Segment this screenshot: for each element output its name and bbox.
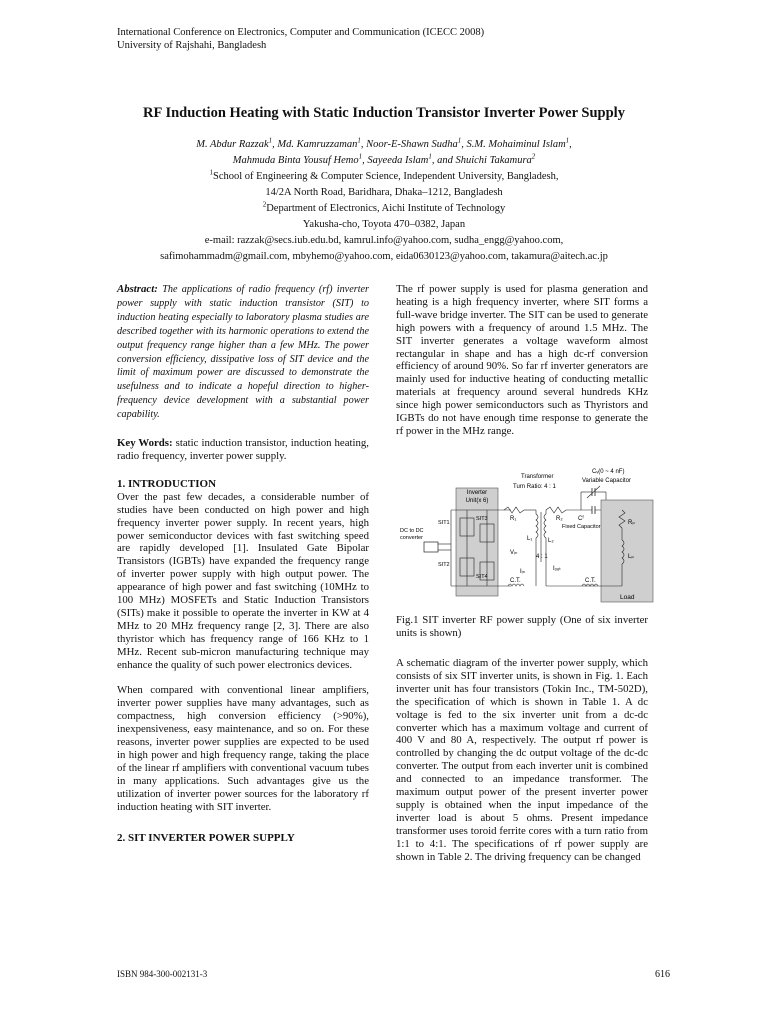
- affiliation-2: $^2$Department of Electronics, Aichi Institute of Technology: [262, 200, 506, 214]
- ratio-label: 4 : 1: [536, 554, 548, 560]
- affiliation-1-address: 14/2A North Road, Baridhara, Dhaka–1212, Bangladesh: [265, 187, 503, 198]
- right-column-bottom: [396, 614, 648, 864]
- email-line-1: e-mail: razzak@secs.iub.edu.bd, kamrul.info@yahoo.com, sudha_engg@yahoo.com,: [204, 235, 564, 246]
- author-block: [0, 137, 768, 265]
- affiliation-2-line-1: Department of Electronics, Aichi Institute of Technology: [266, 203, 506, 214]
- turn-ratio-label: Turn Ratio: 4 : 1: [513, 484, 556, 490]
- fixed-capacitor-label: Fixed Capacitor: [562, 524, 601, 530]
- rp-label: Rₚ: [628, 520, 635, 526]
- sit2-label: SIT2: [438, 562, 450, 568]
- conference-venue: University of Rajshahi, Bangladesh: [117, 40, 267, 51]
- figure-caption: Fig.1 SIT inverter RF power supply (One of six inverter units is shown): [396, 614, 648, 639]
- inductor-l1: [536, 514, 538, 538]
- sit3-label: SIT3: [476, 516, 488, 522]
- dcdc-converter-box: [424, 542, 438, 552]
- author-name: M. Abdur Razzak: [196, 139, 269, 150]
- ct1-label: C.T.: [510, 578, 521, 584]
- right-column-top: [396, 283, 648, 438]
- inverter-unit-label: Inverter: [466, 490, 488, 496]
- page-number: 616: [655, 969, 670, 980]
- section-heading-sit-inverter: 2. SIT INVERTER POWER SUPPLY: [117, 831, 295, 844]
- author-aff: 2: [531, 152, 536, 161]
- cf-label: Cᶠ: [578, 516, 584, 522]
- author-aff: 1: [357, 136, 361, 145]
- isbn-footer: ISBN 984-300-002131-3: [117, 969, 208, 979]
- author-name: Noor-E-Shawn Sudha: [366, 139, 458, 150]
- abstract-label: Abstract:: [117, 283, 158, 295]
- author-aff: 1: [457, 136, 462, 145]
- abstract-text: The applications of radio frequency (rf) inverter power supply with static induction transistor (SIT) to induction heating especially to laboratory plasma studies are described together with its harmonic operations to extend the output frequency range higher than a few MHz. The power conversion efficiency, dissipative loss of SIT device and the limit of maximum power are discussed to demonstrate the usefulness and to indicate a hopeful direction to higher-frequency device development with a substantial power capability.: [117, 284, 370, 421]
- author-name: S.M. Mohaiminul Islam: [466, 139, 566, 150]
- affiliation-2-address: Yakusha-cho, Toyota 470–0382, Japan: [302, 219, 466, 230]
- author-name: Md. Kamruzzaman: [277, 139, 358, 150]
- vin-label: Vᵢₙ: [510, 550, 518, 556]
- affiliation-1: $^1$School of Engineering & Computer Science, Independent University, Bangladesh,: [209, 168, 559, 182]
- iout-label: Iₒᵤₜ: [553, 566, 561, 572]
- intro-paragraph-2: When compared with conventional linear amplifiers, inverter power supplies have many advantages, such as compactness, high conversion efficiency (>90%), inexpensiveness, easy maintenance, and so on. For these reasons, inverter power supplies are expected to be used in high power and high frequency range, taking the place of the linear rf amplifiers with conventional vacuum tubes in many applications. Such advantages give us the utilization of inverter power sources for the laboratory rf induction heating with SIT inverter.: [117, 684, 369, 813]
- left-column: [117, 283, 369, 844]
- load-label: Load: [620, 594, 635, 601]
- r1-label: R₁: [510, 516, 517, 522]
- iin-label: Iᵢₙ: [520, 569, 526, 575]
- conference-header: [117, 26, 484, 52]
- inductor-l2: [544, 514, 546, 538]
- lp-label: Lₚ: [628, 554, 634, 560]
- abstract: [117, 283, 369, 422]
- sit4-label: SIT4: [476, 574, 488, 580]
- transformer-label: Transformer: [521, 474, 554, 480]
- keywords-label: Key Words:: [117, 437, 173, 450]
- body-paragraph-1: The rf power supply is used for plasma generation and heating is a high frequency inverter, where SIT forms a full-wave bridge inverter. The SIT can be used to generate high powers with a frequency of around 1.5 MHz. The SIT inverter generates a voltage waveform almost rectangular in shape and has a high dc-rf conversion efficiency of around 90%. So far rf inverter generators are mainly used for inductive heating of conducting metallic materials at frequency around several hundreds KHz since high power semiconductors such as Thyristors and IGBTs do not have enough time response to generate the rf power in the MHz range.: [396, 283, 648, 437]
- dcdc-label: DC to DC: [400, 528, 424, 534]
- keywords-text: static induction transistor, induction heating, radio frequency, inverter power supply.: [117, 437, 369, 462]
- r2-label: R₂: [556, 516, 563, 522]
- author-name: Mahmuda Binta Yousuf Hemo: [232, 155, 359, 166]
- section-heading-introduction: 1. INTRODUCTION: [117, 477, 217, 490]
- author-name: Sayeeda Islam: [367, 155, 429, 166]
- l2-label: L₂: [548, 538, 554, 544]
- variable-cap-label: Variable Capacitor: [582, 478, 631, 484]
- email-line-2: safimohammadm@gmail.com, mbyhemo@yahoo.com, eida0630123@yahoo.com, takamura@aitech.ac.jp: [160, 251, 608, 262]
- keywords: [117, 437, 369, 463]
- author-aff: 1: [358, 152, 363, 161]
- authors-line-2: Mahmuda Binta Yousuf Hemo$^1$, Sayeeda Islam$^1$, and Shuichi Takamura$^2$: [232, 152, 536, 166]
- conference-name: International Conference on Electronics, Computer and Communication (ICECC 2008): [117, 27, 485, 38]
- dcdc-label-2: converter: [400, 535, 423, 541]
- ct2-label: C.T.: [585, 578, 596, 584]
- affiliation-1-line-1: School of Engineering & Computer Science, Independent University, Bangladesh,: [213, 171, 559, 182]
- circuit-schematic-figure: [396, 466, 658, 606]
- l1-label: L₁: [527, 536, 533, 542]
- variable-cap-value: Cᵥ(0 ~ 4 nF): [592, 469, 625, 475]
- paper-title: RF Induction Heating with Static Induction Transistor Inverter Power Supply: [143, 105, 625, 121]
- body-paragraph-2: A schematic diagram of the inverter power supply, which consists of six SIT inverter units, is shown in Fig. 1. Each inverter unit has four transistors (Tokin Inc., TM-502D), the specification of which is shown in Table 1. A dc voltage is fed to the six inverter unit from a dc-dc converter which has a maximum voltage and current of 400 V and 80 A, respectively. The output rf power is controlled by changing the dc output voltage of the dc-dc converter. The output from each inverter unit is combined and connected to an impedance transformer. The maximum output power of the present inverter power supply is obtained when the input impedance of the inverter load is about 5 ohms. Present impedance transformer uses toroid ferrite cores with a turn ratio from 1:1 to 4:1. The specifications of rf power supply are shown in Table 2. The driving frequency can be changed: [396, 657, 648, 863]
- author-aff: 1: [428, 152, 432, 161]
- author-name: Shuichi Takamura: [455, 155, 532, 166]
- intro-paragraph-1: Over the past few decades, a considerable number of studies have been conducted on high power and high frequency inverter power supply. In recent years, high power semiconductor devices with fast switching speed are rapidly developed [1]. Insulated Gate Bipolar Transistors (IGBTs) have expanded the frequency range of inverter power supply with high output power. The appearance of high power and fast switching (10MHz to 100 MHz) MOSFETs and Static Induction Transistors (SITs) make it possible to operate the inverter in KW at 4 MHz to 20 MHz frequency range [2, 3]. There are also thyristor which has frequency range of 166 KHz to 1 MHz. Recent sub-micron manufacturing technique may enhance the quality of such power electronics devices.: [117, 490, 369, 671]
- author-aff: 1: [565, 136, 570, 145]
- sit1-label: SIT1: [438, 520, 450, 526]
- load-block: [601, 500, 653, 602]
- authors-line-1: M. Abdur Razzak$^1$, Md. Kamruzzaman$^1$, Noor-E-Shawn Sudha$^1$, S.M. Mohaiminul Islam$^1$,: [196, 136, 572, 150]
- inverter-unit-label-2: Unit(x 6): [465, 498, 489, 504]
- resistor-r2: [546, 507, 566, 513]
- author-aff: 1: [268, 136, 273, 145]
